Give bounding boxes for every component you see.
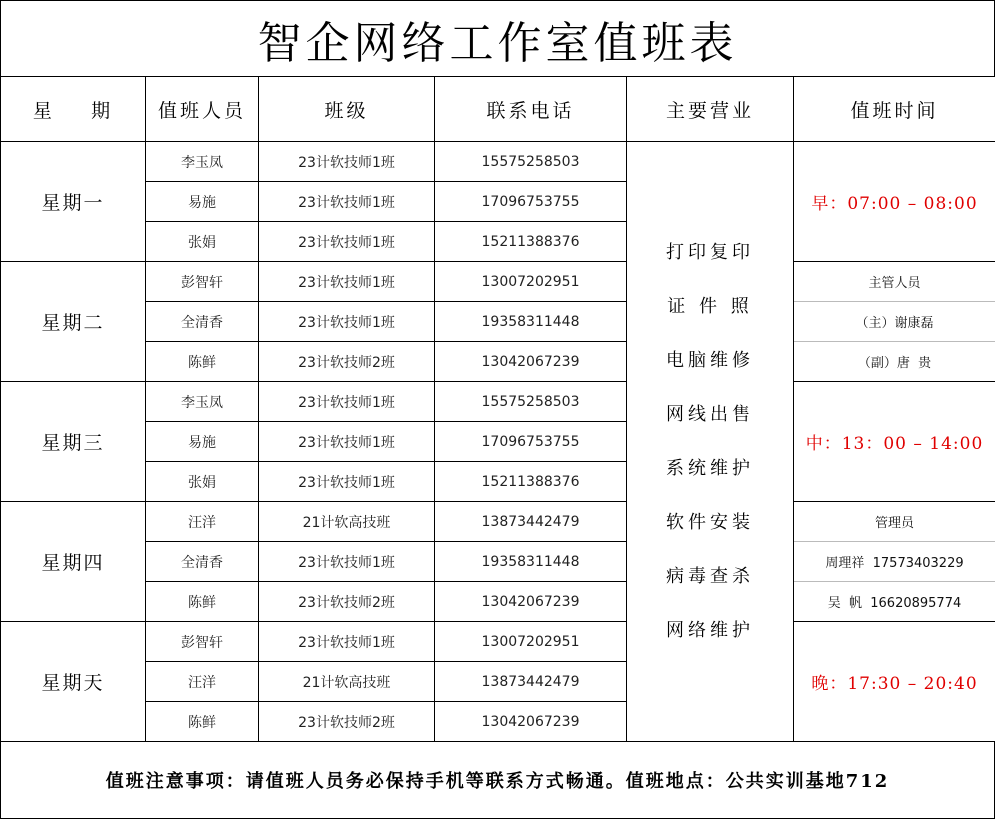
day-label: 星期二 [1,262,146,382]
staff-class: 23计软技师1班 [259,622,435,662]
admins-heading: 管理员 [794,502,995,542]
table-row [1,622,995,662]
staff-class: 23计软技师1班 [259,262,435,302]
staff-class: 23计软技师1班 [259,302,435,342]
time-evening: 晚：17:30 – 20:40 [794,622,995,742]
supervisor-main: （主）谢康磊 [794,302,995,342]
header-day: 星 期 [1,77,146,142]
staff-phone: 13042067239 [435,702,627,742]
table-row [1,142,995,182]
business-item: 系统维护 [666,457,754,479]
header-row [1,77,995,142]
staff-phone: 13042067239 [435,582,627,622]
staff-phone: 13042067239 [435,342,627,382]
staff-name: 张娟 [146,462,259,502]
staff-phone: 13873442479 [435,662,627,702]
staff-class: 23计软技师1班 [259,382,435,422]
staff-class: 23计软技师1班 [259,182,435,222]
business-list [627,142,794,742]
header-staff: 值班人员 [146,77,259,142]
staff-phone: 13007202951 [435,262,627,302]
staff-name: 陈鲜 [146,702,259,742]
staff-class: 23计软技师1班 [259,542,435,582]
staff-class: 23计软技师2班 [259,702,435,742]
business-item: 软件安装 [666,511,754,533]
staff-phone: 19358311448 [435,302,627,342]
table-row [1,542,995,582]
staff-phone: 13007202951 [435,622,627,662]
supervisors-heading: 主管人员 [794,262,995,302]
staff-name: 陈鲜 [146,582,259,622]
staff-class: 21计软高技班 [259,502,435,542]
staff-name: 陈鲜 [146,342,259,382]
staff-name: 汪洋 [146,502,259,542]
day-label: 星期四 [1,502,146,622]
business-item: 打印复印 [666,241,754,263]
staff-class: 23计软技师1班 [259,142,435,182]
staff-name: 李玉凤 [146,382,259,422]
admin-second: 吴 帆 16620895774 [794,582,995,622]
staff-class: 23计软技师1班 [259,422,435,462]
business-item: 证 件 照 [667,295,753,317]
header-class: 班级 [259,77,435,142]
staff-name: 彭智轩 [146,622,259,662]
table-row [1,342,995,382]
staff-class: 21计软高技班 [259,662,435,702]
duty-table [0,76,995,742]
duty-note: 值班注意事项：请值班人员务必保持手机等联系方式畅通。值班地点：公共实训基地712 [0,741,995,819]
staff-phone: 15575258503 [435,382,627,422]
staff-class: 23计软技师1班 [259,462,435,502]
staff-name: 张娟 [146,222,259,262]
header-phone: 联系电话 [435,77,627,142]
day-label: 星期三 [1,382,146,502]
admin-first: 周理祥 17573403229 [794,542,995,582]
time-noon: 中：13：00 – 14:00 [794,382,995,502]
staff-name: 易施 [146,422,259,462]
staff-name: 易施 [146,182,259,222]
header-business: 主要营业 [627,77,794,142]
staff-phone: 15575258503 [435,142,627,182]
table-row [1,582,995,622]
supervisor-deputy: （副）唐 贵 [794,342,995,382]
page-title: 智企网络工作室值班表 [0,0,995,77]
day-label: 星期一 [1,142,146,262]
staff-name: 李玉凤 [146,142,259,182]
staff-phone: 15211388376 [435,462,627,502]
business-item: 网络维护 [666,619,754,641]
table-row [1,382,995,422]
staff-name: 汪洋 [146,662,259,702]
staff-class: 23计软技师2班 [259,342,435,382]
table-row [1,502,995,542]
staff-name: 彭智轩 [146,262,259,302]
staff-phone: 15211388376 [435,222,627,262]
time-morning: 早：07:00 – 08:00 [794,142,995,262]
staff-phone: 17096753755 [435,182,627,222]
staff-phone: 13873442479 [435,502,627,542]
day-label: 星期天 [1,622,146,742]
staff-class: 23计软技师2班 [259,582,435,622]
staff-class: 23计软技师1班 [259,222,435,262]
business-item: 电脑维修 [666,349,754,371]
business-item: 网线出售 [666,403,754,425]
staff-name: 全清香 [146,542,259,582]
table-row [1,262,995,302]
staff-phone: 17096753755 [435,422,627,462]
staff-name: 全清香 [146,302,259,342]
table-row [1,302,995,342]
staff-phone: 19358311448 [435,542,627,582]
header-time: 值班时间 [794,77,995,142]
business-item: 病毒查杀 [666,565,754,587]
